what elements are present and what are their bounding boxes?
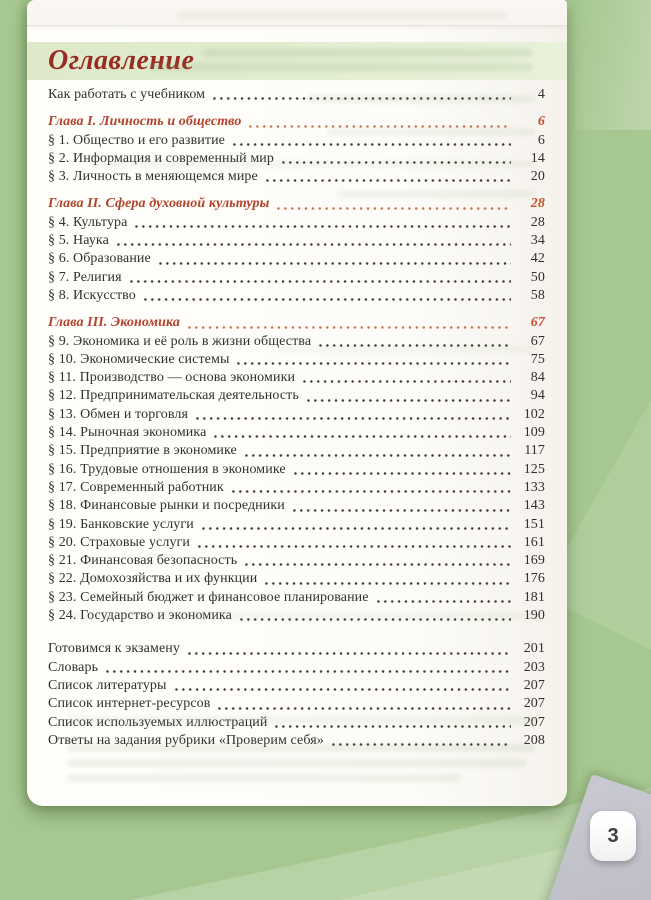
toc-entry-label: Как работать с учебником (48, 87, 206, 102)
dots-leader (212, 434, 511, 439)
dots-leader (301, 379, 511, 384)
toc-entry-label: § 6. Образование (48, 251, 151, 267)
toc-row (48, 732, 545, 750)
background-shape (575, 0, 651, 130)
toc-entry-page: 42 (530, 251, 545, 267)
dots-leader (142, 297, 511, 302)
page-top-edge (27, 0, 567, 26)
toc-row (48, 714, 545, 732)
dots-leader (275, 206, 511, 211)
toc-row (48, 424, 545, 442)
toc-entry-label: § 3. Личность в меняющемся мире (48, 169, 258, 185)
toc-entry-label: § 16. Трудовые отношения в экономике (48, 461, 286, 477)
dots-leader (317, 343, 511, 348)
dots-leader (115, 242, 511, 247)
toc-entry-page: 151 (523, 516, 545, 532)
toc-row (48, 86, 545, 104)
toc-entry-page: 75 (530, 351, 545, 367)
toc-entry-page: 102 (523, 406, 545, 422)
toc-row (48, 534, 545, 552)
toc-entry-label: § 20. Страховые услуги (48, 534, 190, 550)
toc-page (27, 0, 567, 806)
toc-row (48, 269, 545, 287)
toc-entry-page: 67 (530, 333, 545, 349)
dots-leader (186, 325, 511, 330)
dots-leader (291, 508, 511, 513)
page-number-badge: 3 (590, 811, 636, 861)
toc-row (48, 214, 545, 232)
toc-entry-page: 203 (523, 659, 545, 675)
dots-leader (243, 453, 511, 458)
toc-row (48, 168, 545, 186)
dots-leader (330, 742, 511, 747)
toc-entry-page: 58 (530, 287, 545, 303)
toc-entry-page: 133 (523, 479, 545, 495)
toc-row (48, 150, 545, 168)
toc-entry-label: § 13. Обмен и торговля (48, 406, 189, 422)
toc-entry-label: § 15. Предприятие в экономике (48, 443, 237, 459)
toc-row (48, 351, 545, 369)
toc-entry-label: Глава II. Сфера духовной культуры (48, 196, 270, 212)
toc-row (48, 442, 545, 460)
toc-entry-label: Глава III. Экономика (48, 315, 180, 331)
toc-entry-page: 181 (523, 589, 545, 605)
toc-entry-label: § 4. Культура (48, 214, 128, 230)
dots-leader (264, 178, 511, 183)
page-title: Оглавление (48, 45, 195, 76)
toc-entry-page: 14 (530, 150, 545, 166)
dots-leader (280, 160, 511, 165)
toc-row (48, 479, 545, 497)
toc-entry-page: 50 (530, 269, 545, 285)
toc-entry-label: Глава I. Личность и общество (48, 114, 242, 130)
toc-entry-page: 28 (530, 196, 545, 212)
dots-leader (194, 416, 511, 421)
toc-entry-label: § 22. Домохозяйства и их функции (48, 571, 258, 587)
toc-entry-label: Ответы на задания рубрики «Проверим себя» (48, 732, 324, 748)
dots-leader (243, 562, 511, 567)
toc-row (48, 287, 545, 305)
toc-row (48, 333, 545, 351)
toc-row (48, 589, 545, 607)
dots-leader (133, 224, 511, 229)
toc-entry-page: 143 (523, 498, 545, 514)
dots-leader (211, 96, 511, 101)
toc-row (48, 497, 545, 515)
toc-row (48, 570, 545, 588)
toc-row (48, 552, 545, 570)
toc-entry-label: Готовимся к экзамену (48, 641, 180, 657)
toc-entry-label: § 2. Информация и современный мир (48, 150, 275, 166)
toc-row (48, 516, 545, 534)
toc-entry-label: § 11. Производство — основа экономики (48, 370, 296, 386)
toc-row (48, 607, 545, 625)
dots-leader (186, 651, 511, 656)
dots-leader (200, 526, 511, 531)
toc-row (48, 640, 545, 658)
dots-leader (263, 581, 511, 586)
toc-row (48, 232, 545, 250)
toc-entry-page: 169 (523, 553, 545, 569)
toc-entry-page: 6 (537, 114, 545, 130)
toc-entry-label: Список литературы (48, 677, 167, 693)
toc-entry-label: Список используемых иллюстраций (48, 714, 268, 730)
toc-row (48, 659, 545, 677)
toc-entry-label: § 19. Банковские услуги (48, 516, 194, 532)
toc-entry-page: 84 (530, 370, 545, 386)
dots-leader (292, 471, 511, 476)
dots-leader (375, 599, 511, 604)
dots-leader (238, 617, 511, 622)
toc-chapter-row (48, 195, 545, 213)
toc-chapter-row (48, 314, 545, 332)
toc-entry-label: § 7. Религия (48, 269, 122, 285)
toc-entry-label: § 23. Семейный бюджет и финансовое планирование (48, 589, 369, 605)
toc-entry-page: 117 (524, 443, 545, 459)
bleed-through-text (67, 774, 462, 782)
dots-leader (104, 669, 511, 674)
toc-entry-label: § 10. Экономические системы (48, 351, 230, 367)
toc-entry-label: § 8. Искусство (48, 287, 136, 303)
toc-entry-page: 20 (530, 169, 545, 185)
toc-entry-page: 207 (523, 677, 545, 693)
toc-entry-page: 4 (537, 87, 545, 102)
toc-row (48, 695, 545, 713)
toc-entry-page: 176 (523, 571, 545, 587)
toc-row (48, 250, 545, 268)
toc-entry-page: 67 (530, 315, 545, 331)
toc-entry-page: 109 (523, 425, 545, 441)
toc-entry-label: § 5. Наука (48, 233, 109, 249)
toc-entry-page: 94 (530, 388, 545, 404)
toc-row (48, 677, 545, 695)
toc-entry-label: § 9. Экономика и её роль в жизни общества (48, 333, 312, 349)
toc-row (48, 406, 545, 424)
dots-leader (231, 142, 511, 147)
toc-entry-page: 207 (523, 696, 545, 712)
toc-entry-label: § 17. Современный работник (48, 479, 224, 495)
toc-row (48, 132, 545, 150)
bleed-through-text (67, 759, 527, 767)
dots-leader (157, 261, 511, 266)
toc-row (48, 461, 545, 479)
toc-entry-label: § 12. Предпринимательская деятельность (48, 388, 299, 404)
dots-leader (273, 724, 511, 729)
toc-entry-label: § 1. Общество и его развитие (48, 132, 225, 148)
toc-row (48, 369, 545, 387)
toc-chapter-row (48, 113, 545, 131)
toc-entry-label: § 18. Финансовые рынки и посредники (48, 498, 285, 514)
toc-entry-page: 125 (523, 461, 545, 477)
toc-entry-label: Словарь (48, 659, 99, 675)
dots-leader (305, 398, 511, 403)
toc-entry-label: Список интернет-ресурсов (48, 696, 211, 712)
toc-entry-page: 161 (523, 534, 545, 550)
dots-leader (216, 706, 511, 711)
back-matter-group (48, 640, 545, 750)
toc-row (48, 387, 545, 405)
toc-entry-label: § 24. Государство и экономика (48, 608, 232, 624)
dots-leader (173, 687, 511, 692)
toc-entry-page: 28 (530, 214, 545, 230)
toc-entry-page: 6 (537, 132, 545, 148)
dots-leader (196, 544, 511, 549)
toc-entry-page: 190 (523, 608, 545, 624)
title-band (27, 42, 567, 80)
toc-entry-page: 207 (523, 714, 545, 730)
dots-leader (128, 279, 511, 284)
toc-entry-page: 208 (523, 732, 545, 748)
toc-entry-label: § 14. Рыночная экономика (48, 425, 207, 441)
dots-leader (235, 361, 511, 366)
dots-leader (247, 124, 511, 129)
toc-entry-page: 201 (523, 641, 545, 657)
toc-list (48, 86, 545, 750)
dots-leader (230, 489, 511, 494)
toc-entry-page: 34 (530, 233, 545, 249)
toc-entry-label: § 21. Финансовая безопасность (48, 553, 238, 569)
